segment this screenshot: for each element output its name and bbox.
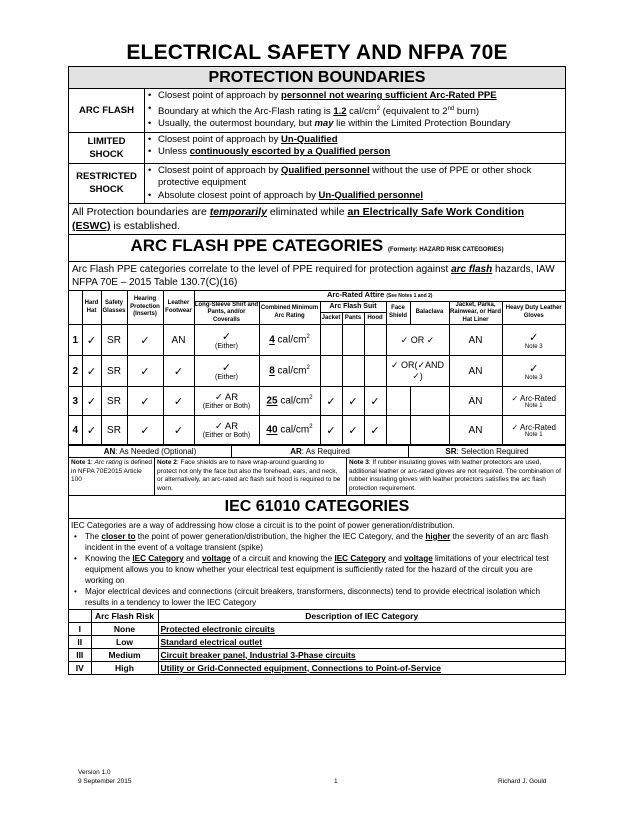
col-leather-footwear: Leather Footwear xyxy=(163,291,194,325)
iec-row: II Low Standard electrical outlet xyxy=(69,635,565,648)
iec-intro: IEC Categories are a way of addressing how close a circuit is to the point of power generation/distribution. • The closer to the point of power generation/distribution, the higher the IEC Category, and the higher the severity of an arc flash incident in the event of a voltage transient (spike) • Knowing the IEC Category and voltage of a circuit and knowing the IEC Category and voltage limitations of your electrical test equipment allows you to know whether your electrical test equipment is sufficiently rated for the hazard of the circuit you are working on • Major electrical devices and connections (circuit breakers, transformers, disconnects) tend to provide electrical isolation which results in a tendency to lower the IEC Category xyxy=(69,518,565,609)
ppe-notes: Note 1: Arc rating is defined in NFPA 70E2015 Article 100 Note 2: Face shields are to have wrap-around guarding to protect not only the face but also the forehead, ears, and neck, or alternatively, an arc-rated arc flash suit hood is required to be worn. Note 3: If rubber insulating gloves with leather protectors are used, additional leather or arc-rated gloves are not required. The combination of rubber insulating gloves with leather protectors satisfies the arc flash protection requirement. xyxy=(69,457,565,494)
boundary-label: RESTRICTED SHOCK xyxy=(69,164,145,204)
col-gloves: Heavy Duty Leather Gloves xyxy=(502,301,565,325)
col-balaclava: Balaclava xyxy=(410,301,449,325)
protection-boundaries-heading: PROTECTION BOUNDARIES xyxy=(69,67,565,88)
col-arc-rated-attire: Arc-Rated Attire (See Notes 1 and 2) xyxy=(194,291,565,302)
col-hearing: Hearing Protection (Inserts) xyxy=(127,291,163,325)
ppe-row-cat-3: 3 ✓ SR ✓ ✓ ✓ AR (Either or Both) 25 cal/$cm^2$ ✓ ✓ ✓ AN ✓ Arc-Rated Note 1 xyxy=(69,387,565,416)
iec-row: I None Protected electronic circuits xyxy=(69,622,565,635)
boundary-row-restricted-shock xyxy=(69,163,565,204)
page-title: ELECTRICAL SAFETY AND NFPA 70E xyxy=(126,41,508,64)
document-page xyxy=(68,40,566,675)
footer-version: Version 1.0 9 September 2015 xyxy=(78,769,132,785)
boundaries-note: All Protection boundaries are temporarily eliminated while an Electrically Safe Work Condition (ESWC) is established. xyxy=(69,203,565,234)
col-combined-rating: Combined Minimum Arc Rating xyxy=(259,301,320,325)
boundary-row-arc-flash xyxy=(69,88,565,132)
col-safety-glasses: Safety Glasses xyxy=(101,291,127,325)
boundary-label: LIMITED SHOCK xyxy=(69,133,145,163)
boundary-description: • Closest point of approach by Un-Qualified • Unless continuously escorted by a Qualified person xyxy=(148,133,391,158)
boundary-description: • Closest point of approach by personnel not wearing sufficient Arc-Rated PPE • Boundary at which the Arc-Flash rating is 1.2 cal/$cm^2$ (equivalent to 2nd burn) • Usually, the outermost boundary, but may lie within the Limited Protection Boundary xyxy=(148,90,511,130)
col-pants: Pants xyxy=(342,313,364,325)
iec-row: IV High Utility or Grid-Connected equipment, Connections to Point-of-Service xyxy=(69,661,565,674)
ppe-table xyxy=(69,290,565,445)
ppe-row-cat-4: 4 ✓ SR ✓ ✓ ✓ AR (Either or Both) 40 cal/$cm^2$ ✓ ✓ ✓ AN ✓ Arc-Rated Note 1 xyxy=(69,416,565,445)
iec-table xyxy=(69,609,565,675)
col-long-sleeve: Long-Sleeve Shirt and Pants, and/or Coveralls xyxy=(194,301,259,323)
col-face-shield: Face Shield xyxy=(386,301,410,325)
col-jacket: Jacket xyxy=(320,313,342,325)
iec-col-risk: Arc Flash Risk xyxy=(91,609,158,622)
col-arc-flash-suit: Arc Flash Suit xyxy=(320,301,386,313)
ppe-intro: Arc Flash PPE categories correlate to the level of PPE required for protection against arc flash hazards, IAW NFPA 70E – 2015 Table 130.7(C)(16) xyxy=(69,261,565,290)
ppe-heading: ARC FLASH PPE CATEGORIES (Formerly: HAZARD RISK CATEGORIES) xyxy=(69,234,565,261)
iec-col-desc: Description of IEC Category xyxy=(158,609,565,622)
boundary-row-limited-shock xyxy=(69,132,565,163)
ppe-row-cat-1: 1 ✓ SR ✓ AN ✓ (Either) 4 cal/$cm^2$ ✓ OR ✓ AN ✓ Note 3 xyxy=(69,325,565,356)
col-rainwear: Jacket, Parka, Rainwear, or Hard Hat Liner xyxy=(449,301,502,323)
ppe-row-cat-2: 2 ✓ SR ✓ ✓ ✓ (Either) 8 cal/$cm^2$ ✓ OR(✓AND ✓) AN ✓ Note 3 xyxy=(69,356,565,387)
boundary-label: ARC FLASH xyxy=(69,89,145,132)
iec-row: III Medium Circuit breaker panel, Industrial 3-Phase circuits xyxy=(69,648,565,661)
boundary-description: • Closest point of approach by Qualified personnel without the use of PPE or other shock protective equipment • Absolute closest point of approach by Un-Qualified personnel xyxy=(148,164,532,201)
ppe-legend: AN: As Needed (Optional) AR: As Required SR: Selection Required xyxy=(69,445,565,457)
footer-page-number: 1 xyxy=(334,778,338,785)
col-hood: Hood xyxy=(364,313,386,325)
col-hard-hat: Hard Hat xyxy=(82,291,101,325)
iec-heading: IEC 61010 CATEGORIES xyxy=(69,495,565,518)
footer-author: Richard J. Gould xyxy=(498,778,547,785)
safety-sheet xyxy=(68,66,566,675)
